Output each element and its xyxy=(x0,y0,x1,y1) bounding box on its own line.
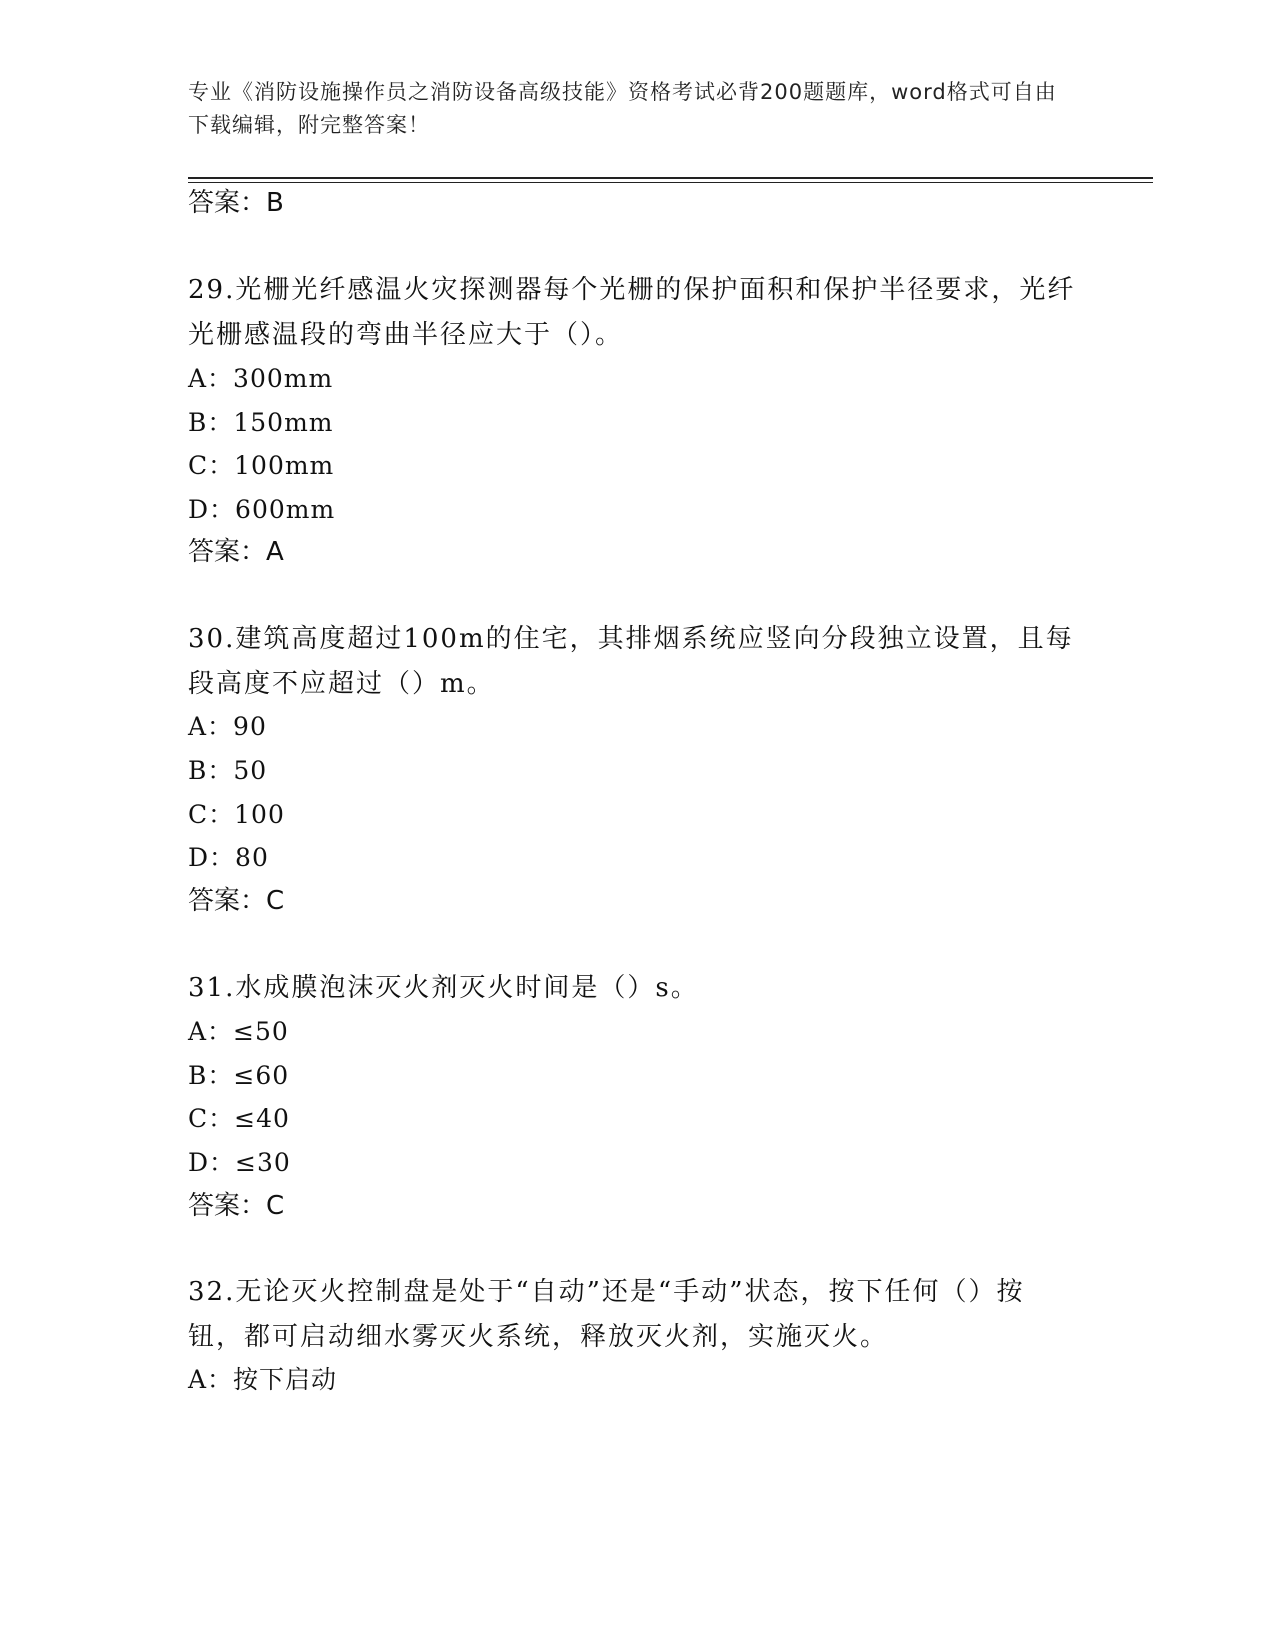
question-30-option-d: D：80 xyxy=(188,843,269,872)
document-header: 专业《消防设施操作员之消防设备高级技能》资格考试必背200题题库，word格式可自由下载编辑，附完整答案！ xyxy=(188,80,1057,137)
header-divider-thin xyxy=(188,182,1153,183)
question-29-answer: 答案：A xyxy=(188,537,284,567)
question-29-option-a: A：300mm xyxy=(188,364,334,393)
question-30-option-a: A：90 xyxy=(188,712,267,741)
question-30-answer: 答案：C xyxy=(188,886,285,916)
question-30-option-c: C：100 xyxy=(188,800,285,829)
question-29-stem: 29.光栅光纤感温火灾探测器每个光栅的保护面积和保护半径要求，光纤光栅感温段的弯曲半径应大于（）。 xyxy=(188,275,1076,350)
header-divider-thick xyxy=(188,177,1153,179)
question-31-option-d: D：≤30 xyxy=(188,1148,291,1177)
question-30-stem: 30.建筑高度超过100m的住宅，其排烟系统应竖向分段独立设置，且每段高度不应超过（）m。 xyxy=(188,624,1074,699)
question-32-option-a: A：按下启动 xyxy=(188,1365,338,1394)
question-31-option-b: B：≤60 xyxy=(188,1061,290,1090)
question-29-option-d: D：600mm xyxy=(188,495,336,524)
previous-answer: 答案：B xyxy=(188,188,284,218)
question-31-stem: 31.水成膜泡沫灭火剂灭火时间是（）s。 xyxy=(188,973,699,1003)
question-31-option-a: A：≤50 xyxy=(188,1017,289,1046)
question-32-stem: 32.无论灭火控制盘是处于“自动”还是“手动”状态，按下任何（）按钮，都可启动细水雾灭火系统，释放灭火剂，实施灭火。 xyxy=(188,1277,1025,1352)
question-29-option-c: C：100mm xyxy=(188,451,335,480)
question-31-answer: 答案：C xyxy=(188,1191,285,1221)
question-29-option-b: B：150mm xyxy=(188,408,334,437)
question-30-option-b: B：50 xyxy=(188,756,268,785)
question-31-option-c: C：≤40 xyxy=(188,1104,290,1133)
